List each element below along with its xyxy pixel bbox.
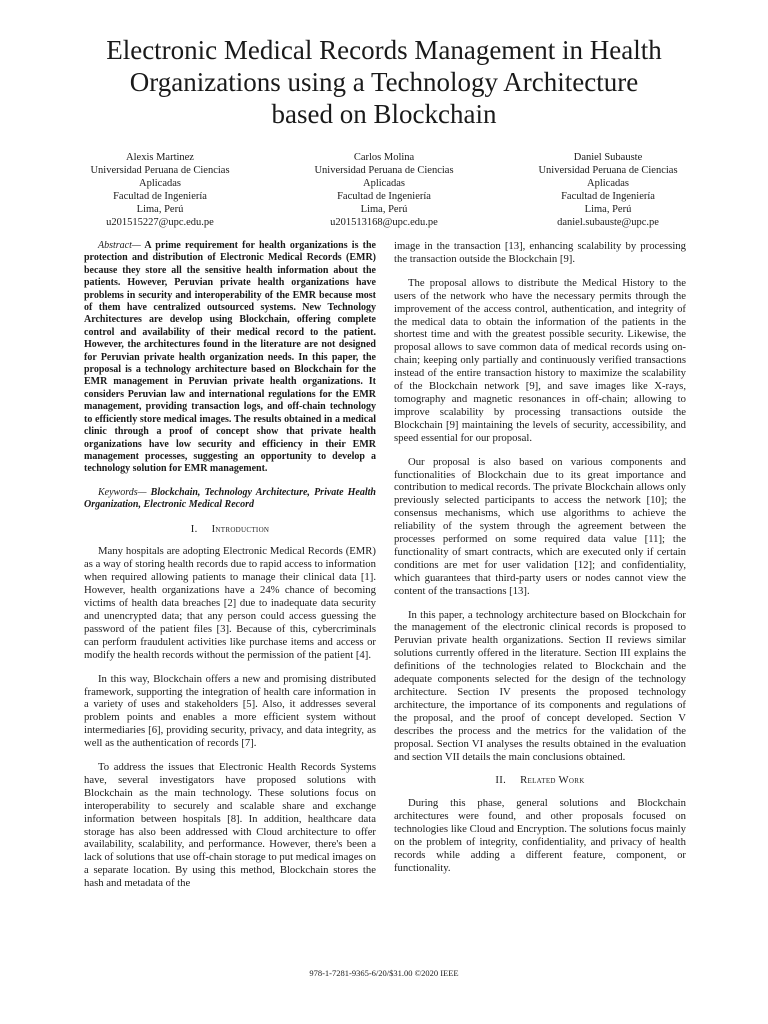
title-line: Electronic Medical Records Management in Health: [106, 35, 662, 65]
right-column: [394, 240, 686, 886]
author-university-cont: Aplicadas: [587, 178, 629, 189]
section-title: Related Work: [520, 774, 585, 787]
author-university-cont: Aplicadas: [139, 178, 181, 189]
section-number: I.: [190, 522, 198, 535]
keywords: [84, 487, 376, 512]
author-2: [284, 151, 484, 229]
paragraph: During this phase, general solutions and Blockchain architectures were found, and other proposals focused on technologies like Cloud and Encryption. The solutions focus mainly on the problem of integrity, confidentiality, and privacy of health records while adding a different feature, component, or functionality.: [394, 797, 686, 874]
author-university: Universidad Peruana de Ciencias: [538, 165, 678, 176]
author-email: u201515227@upc.edu.pe: [106, 217, 214, 228]
author-faculty: Facultad de Ingeniería: [337, 191, 431, 202]
section-title: Introduction: [211, 522, 270, 535]
paragraph: The proposal allows to distribute the Medical History to the users of the network who have the necessary permits through the improvement of the access control, authentication, and integrity of the medical data to obtain the information of the patients in the shortest time and with the greatest possible security. Likewise, the proposal allows to save common data of medical records using on-chain; keeping only partially and continuously verified transactions instead of the entire transaction history to maximize the scalability of the Blockchain network [9], and save images like X-rays, tomography and magnetic resonances in off-chain; allowing to improve scalability by processing transactions outside the Blockchain [9] maintaining the levels of security, accessibility, and speed essential for our proposal.: [394, 276, 686, 444]
author-name: Carlos Molina: [353, 152, 415, 163]
section-heading-related-work: [394, 774, 686, 787]
author-city: Lima, Perú: [584, 204, 632, 215]
paragraph: To address the issues that Electronic Health Records Systems have, several investigators have proposed solutions with Blockchain as the main technology. These solutions focus on interoperability to securely and scalable share and exchange information between hospitals [8]. In addition, healthcare data storage has also been addressed with Cloud architecture to offer availability, scalability, and performance. However, there's been a lack of solutions that use off-chain storage to put medical images on a separate location. By using this method, Blockchain stores the hash and metadata of the: [84, 761, 376, 890]
author-faculty: Facultad de Ingeniería: [113, 191, 207, 202]
author-university-cont: Aplicadas: [363, 178, 405, 189]
left-column: [84, 240, 376, 901]
author-block: [60, 151, 708, 229]
author-name: Alexis Martinez: [126, 152, 194, 163]
author-email: u201513168@upc.edu.pe: [330, 217, 438, 228]
abstract: [84, 240, 376, 476]
paragraph: In this paper, a technology architecture based on Blockchain for the management of the electronic clinical records is proposed to Peruvian private health organizations. Section II reviews similar solutions currently offered in the literature. Section III explains the definitions of the technologies related to Blockchain and the adequate components selected for the design of the technology architecture. Section IV presents the proposed technology architecture, the importance of its components and regulations of the proposal, and the proof of concept developed. Section V describes the process and the metrics for the validation of the proposal. Section VI analyses the results obtained in the evaluation and section VII details the main conclusions obtained.: [394, 608, 686, 763]
title-line: based on Blockchain: [271, 99, 497, 129]
author-university: Universidad Peruana de Ciencias: [90, 165, 230, 176]
paragraph: Our proposal is also based on various components and functionalities of Blockchain due to its great importance and contribution to medical records. The private Blockchain allows only previously selected participants to access the network [10]; the consensus mechanisms, which use algorithms to achieve the reliability of the system through the agreement between the processes performed on some required data value [11]; the functionality of smart contracts, which are executed only if certain conditions are met for user validation [12]; and confidentiality, which guarantees that third-party users or nodes cannot view the content of the transactions [13].: [394, 455, 686, 597]
abstract-lead: Abstract—: [98, 240, 141, 251]
author-3: [508, 151, 708, 229]
author-city: Lima, Perú: [360, 204, 408, 215]
author-1: [60, 151, 260, 229]
abstract-text: A prime requirement for health organizations is the protection and distribution of Electronic Medical Records (EMR) because they store all the sensitive health information about the patients. However, Peruvian private health organizations have problems in security and interoperability of the EMR because most of them have centralized outsourced systems. New Technology Architectures are develop using Blockchain, offering complete control and availability of their medical record to the patient. However, the architectures found in the literature are not designed for Peruvian private health organization needs. In this paper, the proposal is a technology architecture based on Blockchain for the EMR management in Peruvian private health organizations. It considers Peruvian law and international regulations for the EMR management, providing transaction logs, and off-chain technology to efficiently store medical images. The results obtained in a medical clinic through a proof of concept show that private health organizations have low security and efficiency in their EMR management processes, suggesting an opportunity to develop a technology solution for EMR management.: [84, 240, 376, 475]
paragraph: In this way, Blockchain offers a new and promising distributed framework, supporting the integration of health care information in a variety of uses and stakeholders [5]. Also, it addresses several problem points and enables a more efficient system without intermediaries [6], providing security, privacy, and data integrity, as well as the authentication of records [7].: [84, 672, 376, 750]
paper-title: [40, 34, 728, 130]
section-number: II.: [495, 774, 507, 787]
title-line: Organizations using a Technology Architecture: [129, 67, 639, 97]
author-email: daniel.subauste@upc.pe: [557, 217, 659, 228]
author-name: Daniel Subauste: [573, 152, 643, 163]
author-faculty: Facultad de Ingeniería: [561, 191, 655, 202]
author-university: Universidad Peruana de Ciencias: [314, 165, 454, 176]
keywords-lead: Keywords—: [98, 486, 147, 498]
author-city: Lima, Perú: [136, 204, 184, 215]
paragraph: Many hospitals are adopting Electronic Medical Records (EMR) as a way of storing health records due to rapid access to information when required allowing patients to manage their clinical data [1]. However, health organizations have a 24% chance of becoming victims of health data breaches [2] due to inadequate data security and unencrypted data; that any person could access guessing the password of the patient files [3]. Because of this, cybercriminals can perform fraudulent activities like purchase items and access or modify the health records without the permission of the patient [4].: [84, 545, 376, 661]
paragraph: image in the transaction [13], enhancing scalability by processing the transaction outside the Blockchain [9].: [394, 240, 686, 265]
copyright-footer: 978-1-7281-9365-6/20/$31.00 ©2020 IEEE: [309, 968, 459, 978]
keywords-text: Blockchain, Technology Architecture, Private Health Organization, Electronic Medical Record: [84, 486, 376, 511]
section-heading-introduction: [84, 523, 376, 536]
